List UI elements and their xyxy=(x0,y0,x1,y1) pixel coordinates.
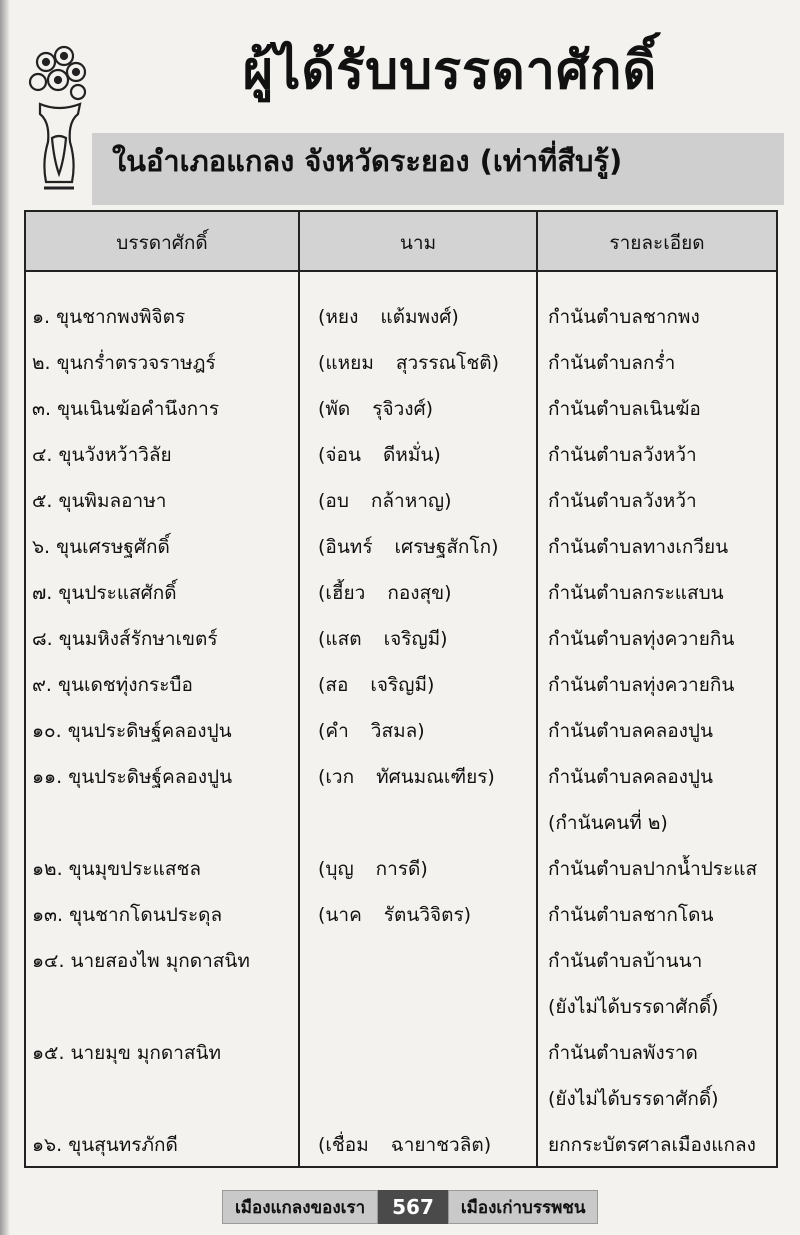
detail-text: กำนันตำบลคลองปูน xyxy=(548,720,713,742)
detail-text: กำนันตำบลพังราด xyxy=(548,1042,698,1064)
person-name xyxy=(318,1122,491,1168)
given-name: (อินทร์ xyxy=(318,536,373,558)
table-row xyxy=(26,570,776,616)
table-row xyxy=(26,340,776,386)
footer-book-title: เมืองแกลงของเรา xyxy=(222,1190,378,1224)
rank-title: ๑. ขุนชากพงพิจิตร xyxy=(32,306,186,328)
page-subtitle: ในอำเภอแกลง จังหวัดระยอง (เท่าที่สืบรู้) xyxy=(112,144,623,178)
detail-text: กำนันตำบลกร่ำ xyxy=(548,352,676,374)
table-row xyxy=(26,754,776,846)
table-header-row xyxy=(26,212,776,272)
surname: เจริญมี) xyxy=(370,674,435,696)
column-header-title: บรรดาศักดิ์ xyxy=(116,232,208,254)
detail-text: (ยังไม่ได้บรรดาศักดิ์) xyxy=(548,1088,719,1110)
rank-title: ๑๓. ขุนชากโดนประดุล xyxy=(32,904,223,926)
table-row xyxy=(26,432,776,478)
person-name xyxy=(318,478,452,524)
table-row xyxy=(26,294,776,340)
table-row xyxy=(26,662,776,708)
rank-title: ๘. ขุนมหิงส์รักษาเขตร์ xyxy=(32,628,218,650)
surname: สุวรรณโชติ) xyxy=(395,352,499,374)
person-name xyxy=(318,386,433,432)
given-name: (เชื่อม xyxy=(318,1134,369,1156)
table-row xyxy=(26,616,776,662)
surname: ทัศนมณเฑียร) xyxy=(376,766,495,788)
detail-text: (กำนันคนที่ ๒) xyxy=(548,812,668,834)
table-row xyxy=(26,892,776,938)
detail-text: กำนันตำบลวังหว้า xyxy=(548,490,697,512)
detail-text: กำนันตำบลทุ่งควายกิน xyxy=(548,628,735,650)
detail-text: กำนันตำบลบ้านนา xyxy=(548,950,703,972)
rank-title: ๔. ขุนวังหว้าวิลัย xyxy=(32,444,172,466)
table-row xyxy=(26,386,776,432)
rank-title: ๑๔. นายสองไพ มุกดาสนิท xyxy=(32,950,250,972)
rank-title: ๑๒. ขุนมุขประแสชล xyxy=(32,858,202,880)
rank-title: ๓. ขุนเนินฆ้อคำนึงการ xyxy=(32,398,220,420)
given-name: (นาค xyxy=(318,904,362,926)
footer-series-title: เมืองเก่าบรรพชน xyxy=(448,1190,599,1224)
detail-text: กำนันตำบลวังหว้า xyxy=(548,444,697,466)
person-name xyxy=(318,846,428,892)
surname: รัตนวิจิตร) xyxy=(383,904,472,926)
surname: รุจิวงศ์) xyxy=(372,398,434,420)
person-name xyxy=(318,524,499,570)
table-row xyxy=(26,1030,776,1122)
rank-title: ๑๕. นายมุข มุกดาสนิท xyxy=(32,1042,222,1064)
person-name xyxy=(318,570,452,616)
table-row xyxy=(26,478,776,524)
detail-text: กำนันตำบลชากพง xyxy=(548,306,700,328)
surname: กล้าหาญ) xyxy=(370,490,452,512)
given-name: (จ่อน xyxy=(318,444,361,466)
detail-text: กำนันตำบลทางเกวียน xyxy=(548,536,729,558)
given-name: (เวก xyxy=(318,766,355,788)
surname: ฉายาชวลิต) xyxy=(390,1134,492,1156)
given-name: (แหยม xyxy=(318,352,374,374)
rank-title: ๙. ขุนเดชทุ่งกระบือ xyxy=(32,674,193,696)
page-footer xyxy=(222,1190,598,1224)
rank-title: ๗. ขุนประแสศักดิ์ xyxy=(32,582,177,604)
person-name xyxy=(318,294,459,340)
rank-title: ๑๖. ขุนสุนทรภักดี xyxy=(32,1134,178,1156)
person-name xyxy=(318,1030,340,1076)
rank-title: ๖. ขุนเศรษฐศักดิ์ xyxy=(32,536,170,558)
page-number: 567 xyxy=(378,1190,448,1224)
detail-text: กำนันตำบลปากน้ำประแส xyxy=(548,858,758,880)
person-name xyxy=(318,938,340,984)
person-name xyxy=(318,616,448,662)
column-header-detail: รายละเอียด xyxy=(609,232,705,254)
person-name xyxy=(318,708,425,754)
surname: การดี) xyxy=(375,858,428,880)
flower-vase-icon xyxy=(24,42,94,197)
given-name: (สอ xyxy=(318,674,349,696)
rank-table xyxy=(24,210,778,1168)
given-name: (หยง xyxy=(318,306,359,328)
given-name: (เฮี้ยว xyxy=(318,582,366,604)
detail-text: กำนันตำบลชากโดน xyxy=(548,904,714,926)
table-row xyxy=(26,524,776,570)
column-header-name: นาม xyxy=(399,232,437,254)
table-row xyxy=(26,846,776,892)
detail-text: ยกกระบัตรศาลเมืองแกลง xyxy=(548,1134,756,1156)
table-row xyxy=(26,708,776,754)
given-name: (บุญ xyxy=(318,858,354,880)
surname: กองสุข) xyxy=(387,582,452,604)
detail-text: กำนันตำบลเนินฆ้อ xyxy=(548,398,701,420)
given-name: (พัด xyxy=(318,398,351,420)
person-name xyxy=(318,754,495,800)
table-row xyxy=(26,938,776,1030)
page-title: ผู้ได้รับบรรดาศักดิ์ xyxy=(242,41,658,101)
rank-title: ๑๐. ขุนประดิษฐ์คลองปูน xyxy=(32,720,232,742)
rank-title: ๑๑. ขุนประดิษฐ์คลองปูน xyxy=(32,766,233,788)
person-name xyxy=(318,432,441,478)
page-edge xyxy=(0,0,10,1235)
person-name xyxy=(318,662,434,708)
given-name: (อบ xyxy=(318,490,349,512)
person-name xyxy=(318,340,499,386)
table-body xyxy=(26,294,776,1168)
table-row xyxy=(26,1122,776,1168)
detail-text: (ยังไม่ได้บรรดาศักดิ์) xyxy=(548,996,719,1018)
rank-title: ๒. ขุนกร่ำตรวจราษฎร์ xyxy=(32,352,216,374)
surname: ดีหมั่น) xyxy=(382,444,441,466)
surname: วิสมล) xyxy=(370,720,425,742)
surname: เจริญมี) xyxy=(383,628,448,650)
surname: เศรษฐสักโก) xyxy=(394,536,499,558)
person-name xyxy=(318,892,471,938)
surname: แต้มพงศ์) xyxy=(380,306,459,328)
detail-text: กำนันตำบลทุ่งควายกิน xyxy=(548,674,735,696)
detail-text: กำนันตำบลคลองปูน xyxy=(548,766,713,788)
given-name: (แสต xyxy=(318,628,362,650)
given-name: (คำ xyxy=(318,720,349,742)
detail-text: กำนันตำบลกระแสบน xyxy=(548,582,724,604)
rank-title: ๕. ขุนพิมลอาษา xyxy=(32,490,167,512)
